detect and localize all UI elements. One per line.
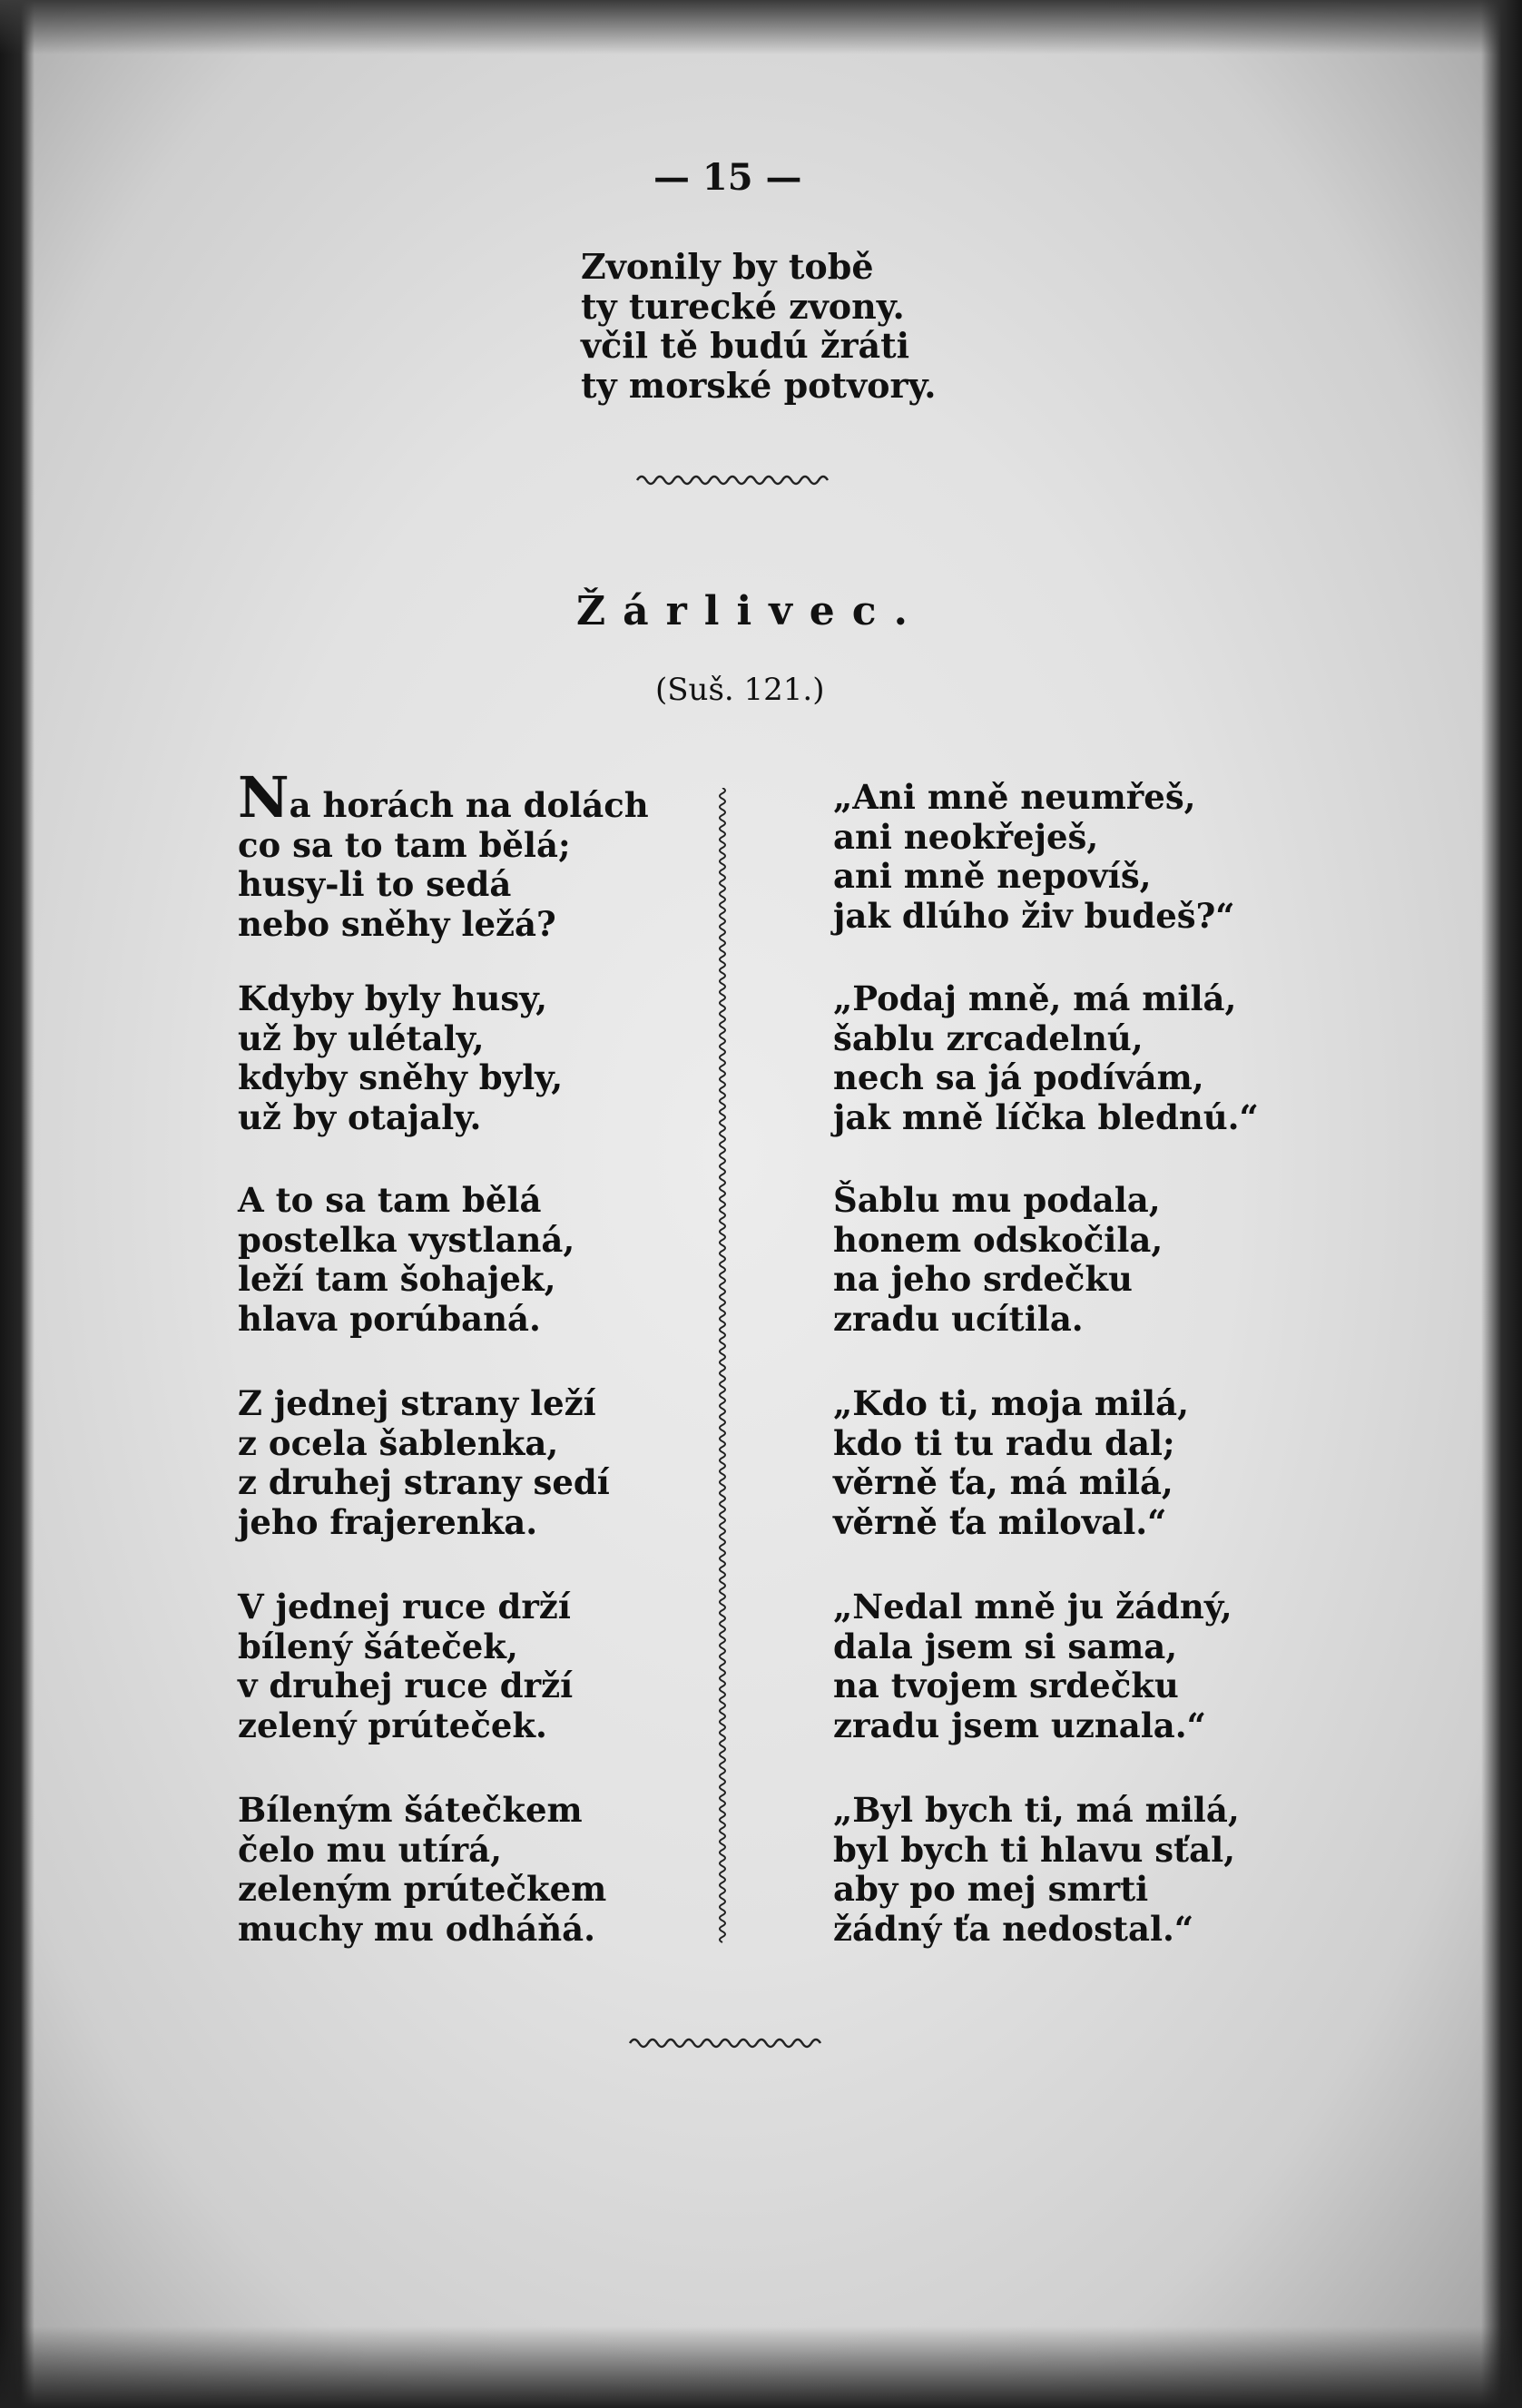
poem-line: Kdyby byly husy, [238, 978, 548, 1018]
poem-line: „Podaj mně, má milá, [833, 978, 1237, 1018]
stanza [238, 764, 649, 944]
poem-line: „Ani mně neumřeš, [833, 777, 1196, 817]
poem-line: šablu zrcadelnú, [833, 1017, 1144, 1058]
poem-line: v druhej ruce drží [238, 1666, 574, 1705]
stanza [833, 1181, 1163, 1339]
poem-line: na tvojem srdečku [833, 1666, 1179, 1705]
poem-line: muchy mu odháňá. [238, 1908, 595, 1949]
stanza [833, 778, 1235, 936]
poem-line: husy-li to sedá [238, 864, 512, 904]
poem-line: Bíleným šátečkem [238, 1790, 583, 1830]
page-shadow-top [0, 0, 1522, 54]
poem-line: žádný ťa nedostal.“ [833, 1908, 1194, 1949]
poem-line: nebo sněhy ležá? [238, 903, 556, 944]
poem-line: postelka vystlaná, [238, 1219, 575, 1260]
ornament-divider-top [635, 470, 830, 490]
poem-line: zelený prúteček. [238, 1705, 547, 1745]
poem-line: jak mně líčka blednú.“ [833, 1096, 1259, 1137]
poem-line: „Nedal mně ju žádný, [833, 1587, 1232, 1627]
poem-line: čelo mu utírá, [238, 1829, 503, 1870]
page-shadow-left [0, 0, 34, 2408]
poem-line: už by ulétaly, [238, 1017, 485, 1058]
poem-line: ty turecké zvony. [581, 285, 905, 327]
poem-line: zradu ucítila. [833, 1298, 1084, 1339]
poem-line: včil tě budú žráti [581, 325, 910, 366]
poem-line-rest: a horách na dolách [289, 785, 649, 825]
poem-line: Šablu mu podala, [833, 1180, 1161, 1220]
page-shadow-bottom [0, 2326, 1522, 2408]
poem-line: nech sa já podívám, [833, 1057, 1204, 1097]
poem-line: už by otajaly. [238, 1096, 482, 1137]
poem-line: z ocela šablenka, [238, 1422, 559, 1463]
wavy-column-rule [713, 788, 732, 1950]
poem-line: věrně ťa, má milá, [833, 1462, 1173, 1502]
poem-line: co sa to tam bělá; [238, 824, 571, 865]
poem-line: na jeho srdečku [833, 1259, 1133, 1299]
poem-line: z druhej strany sedí [238, 1462, 610, 1502]
poem-line: zeleným prútečkem [238, 1869, 607, 1909]
poem-line: ani neokřeješ, [833, 816, 1099, 857]
poem-line: honem odskočila, [833, 1219, 1164, 1260]
poem-line: V jednej ruce drží [238, 1587, 571, 1627]
poem-line: hlava porúbaná. [238, 1298, 541, 1339]
poem-line: Zvonily by tobě [581, 246, 874, 287]
poem-line: A to sa tam bělá [238, 1180, 542, 1220]
poem-title: Žárlivec. [576, 588, 925, 634]
stanza [833, 1587, 1232, 1745]
stanza [238, 1181, 574, 1339]
poem-line: ani mně nepovíš, [833, 856, 1152, 896]
poem-source: (Suš. 121.) [655, 672, 825, 708]
poem-line: ty morské potvory. [581, 364, 937, 406]
poem-line: dala jsem si sama, [833, 1626, 1178, 1666]
stanza [238, 1587, 573, 1745]
poem-line: jak dlúho živ budeš?“ [833, 895, 1235, 936]
stanza [833, 1384, 1189, 1542]
stanza [833, 979, 1259, 1137]
poem-line: „Byl bych ti, má milá, [833, 1790, 1240, 1830]
stanza [238, 979, 563, 1137]
poem-line: jeho frajerenka. [238, 1501, 538, 1542]
poem-line: věrně ťa miloval.“ [833, 1501, 1167, 1542]
drop-cap: N [238, 764, 290, 831]
stanza [238, 1384, 610, 1542]
poem-line: Z jednej strany leží [238, 1383, 596, 1423]
poem-line: kdyby sněhy byly, [238, 1057, 564, 1097]
stanza [833, 1791, 1240, 1949]
poem-line: byl bych ti hlavu sťal, [833, 1829, 1236, 1870]
stanza [238, 1791, 606, 1949]
poem-line: „Kdo ti, moja milá, [833, 1383, 1189, 1423]
poem-line: kdo ti tu radu dal; [833, 1422, 1175, 1463]
page-number: — 15 — [653, 156, 802, 199]
poem-line [238, 764, 649, 831]
poem-line: bílený šáteček, [238, 1626, 518, 1666]
poem-line: zradu jsem uznala.“ [833, 1705, 1206, 1745]
poem-line: aby po mej smrti [833, 1869, 1149, 1909]
ornament-divider-bottom [628, 2033, 823, 2053]
top-stanza [581, 247, 936, 405]
page-shadow-right [1481, 0, 1522, 2408]
poem-line: leží tam šohajek, [238, 1259, 556, 1299]
